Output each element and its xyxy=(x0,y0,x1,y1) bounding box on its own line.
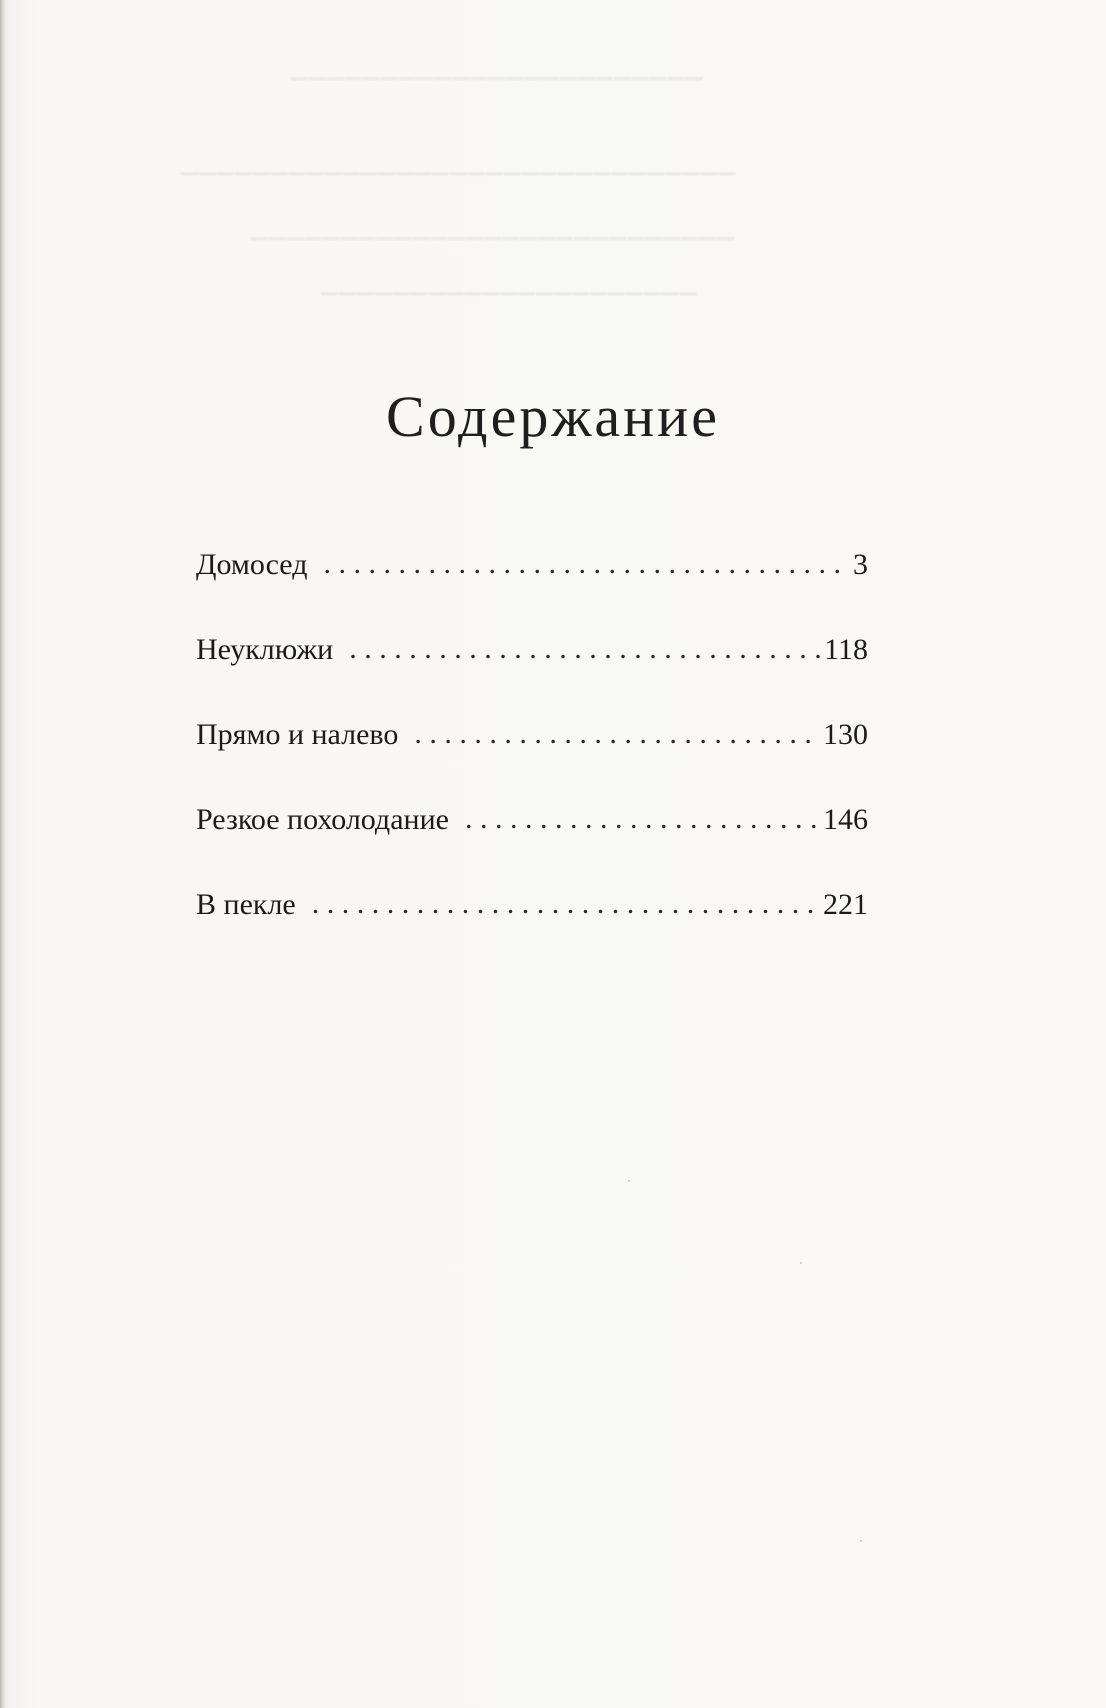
dot-leader xyxy=(324,547,850,581)
toc-entry-page-number: 118 xyxy=(824,633,868,666)
toc-entry-page-number: 146 xyxy=(823,803,868,836)
toc-entry-title: Прямо и налево xyxy=(196,718,399,751)
toc-entry-title: Неуклюжи xyxy=(196,633,334,666)
show-through-text: ​▁▁▁▁▁▁▁▁▁▁▁▁▁▁▁▁▁▁▁▁▁ xyxy=(320,270,697,295)
table-of-contents xyxy=(196,548,868,973)
toc-entry[interactable] xyxy=(196,633,868,718)
paper-speck xyxy=(860,1540,862,1542)
page-spine-edge xyxy=(0,0,5,1708)
show-through-text: ​▁▁▁▁▁▁▁▁▁▁▁▁▁▁▁▁▁▁▁▁▁▁▁ xyxy=(290,55,703,80)
show-through-text: ​▁▁▁▁▁▁▁▁▁▁▁▁▁▁▁▁▁▁▁▁▁▁▁▁▁▁▁▁▁▁▁ xyxy=(180,150,736,175)
toc-entry-title: В пекле xyxy=(196,888,296,921)
show-through-text: ​▁▁▁▁▁▁▁▁▁▁▁▁▁▁▁▁▁▁▁▁▁▁▁▁▁▁▁ xyxy=(250,215,734,240)
dot-leader xyxy=(312,887,819,921)
paper-speck xyxy=(800,1262,802,1264)
paper-speck xyxy=(628,1180,630,1182)
toc-entry[interactable] xyxy=(196,803,868,888)
page-title: Содержание xyxy=(386,384,720,449)
dot-leader xyxy=(465,802,819,836)
toc-entry[interactable] xyxy=(196,888,868,973)
toc-entry[interactable] xyxy=(196,718,868,803)
toc-entry-page-number: 221 xyxy=(823,888,868,921)
toc-entry-page-number: 130 xyxy=(823,718,868,751)
toc-entry-title: Резкое похолодание xyxy=(196,803,449,836)
toc-entry-page-number: 3 xyxy=(853,548,868,581)
dot-leader xyxy=(414,717,819,751)
dot-leader xyxy=(349,632,820,666)
toc-entry-title: Домосед xyxy=(196,548,308,581)
toc-entry[interactable] xyxy=(196,548,868,633)
